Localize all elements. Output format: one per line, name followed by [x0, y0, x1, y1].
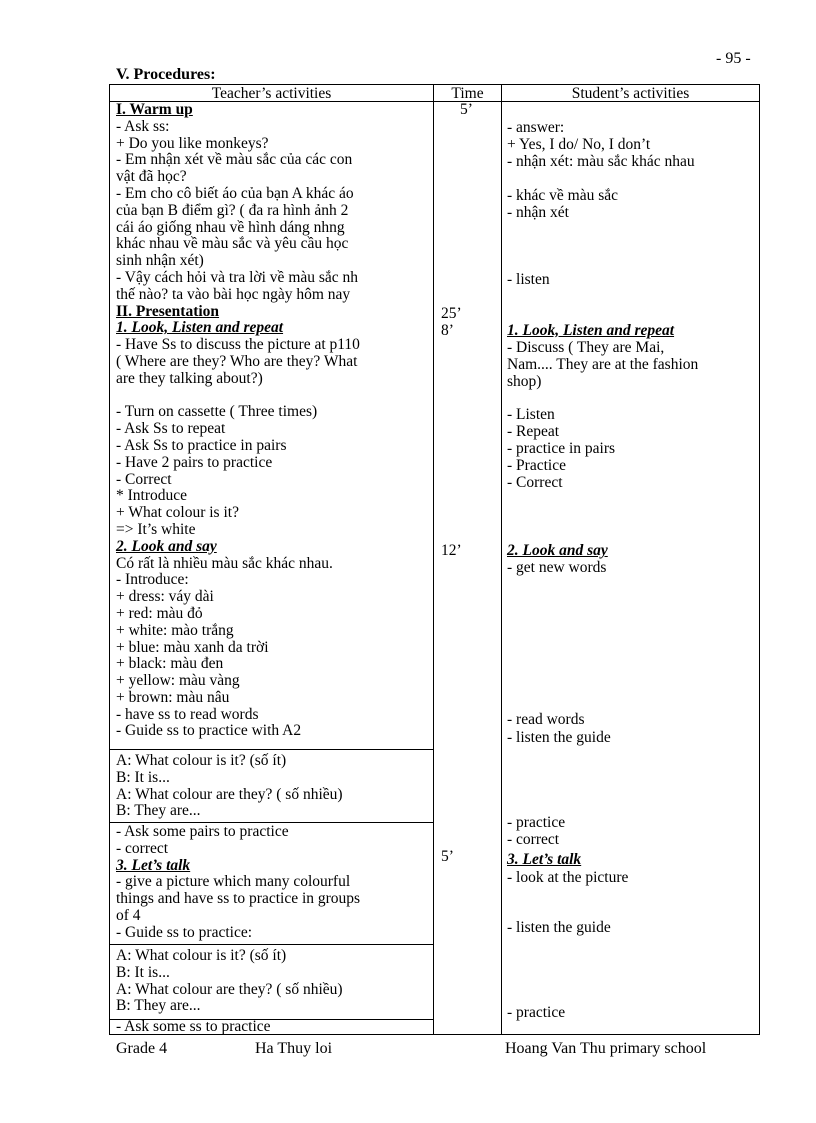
teacher-line: + red: màu đỏ — [116, 604, 203, 622]
teacher-line: + brown: màu nâu — [116, 688, 230, 706]
time-look-listen: 8’ — [441, 322, 454, 339]
teacher-line: - Correct — [116, 470, 172, 488]
student-line: - nhận xét: màu sắc khác nhau — [507, 153, 695, 170]
teacher-line: - Vậy cách hỏi và tra lời về màu sắc nh — [116, 268, 359, 286]
student-line: - practice — [507, 814, 566, 831]
teacher-line: vật đã học? — [116, 168, 187, 186]
student-line: - correct — [507, 831, 560, 848]
teacher-line: of 4 — [116, 906, 141, 924]
teacher-line: - correct — [116, 839, 169, 857]
student-line: - listen the guide — [507, 729, 611, 746]
presentation-heading: II. Presentation — [116, 302, 220, 320]
time-look-say: 12’ — [441, 542, 462, 559]
time-presentation: 25’ — [441, 305, 462, 322]
teacher-line: ( Where are they? Who are they? What — [116, 352, 358, 370]
time-warm-up: 5’ — [460, 101, 473, 118]
student-look-listen-heading: 1. Look, Listen and repeat — [507, 322, 675, 339]
teacher-activities-block-2 — [116, 824, 360, 942]
section-title: V. Procedures: — [116, 66, 216, 83]
teacher-line: cái áo giống nhau về hình dáng nhng — [116, 218, 345, 236]
student-line: - khác về màu sắc — [507, 187, 619, 204]
teacher-line: are they talking about?) — [116, 369, 263, 387]
dialog-box-2 — [116, 948, 343, 1015]
student-line: - Practice — [507, 457, 566, 474]
dialog-line: A: What colour is it? (số ít) — [116, 947, 287, 964]
teacher-line: - Turn on cassette ( Three times) — [116, 403, 318, 421]
teacher-line: - Have Ss to discuss the picture at p110 — [116, 336, 360, 354]
spacer — [116, 388, 360, 405]
teacher-last-line: - Ask some ss to practice — [116, 1018, 271, 1035]
teacher-line: + dress: váy dài — [116, 588, 214, 606]
teacher-line: + yellow: màu vàng — [116, 672, 240, 690]
time-header: Time — [451, 85, 484, 102]
teacher-line: - Guide ss to practice: — [116, 923, 253, 941]
teacher-line: - Introduce: — [116, 571, 189, 589]
student-line: - Correct — [507, 474, 563, 491]
teacher-line: - Guide ss to practice with A2 — [116, 722, 302, 740]
student-line: - nhận xét — [507, 204, 569, 221]
teacher-line: * Introduce — [116, 487, 188, 505]
teacher-line: things and have ss to practice in groups — [116, 890, 361, 908]
teacher-line: - Ask some pairs to practice — [116, 823, 289, 840]
dialog-line: A: What colour is it? (số ít) — [116, 752, 287, 769]
warm-up-heading: I. Warm up — [116, 101, 193, 118]
teacher-line: - Have 2 pairs to practice — [116, 453, 273, 471]
teacher-line: + white: mào trắng — [116, 621, 234, 639]
student-lets-talk-heading: 3. Let’s talk — [507, 851, 582, 868]
teacher-line: khác nhau về màu sắc và yêu cầu học — [116, 235, 349, 253]
teacher-line: => It’s white — [116, 520, 196, 538]
student-line: - Discuss ( They are Mai, — [507, 339, 665, 356]
teacher-line: - Em cho cô biết áo của bạn A khác áo — [116, 184, 354, 202]
dialog-box-1 — [116, 753, 343, 820]
teacher-line: Có rất là nhiều màu sắc khác nhau. — [116, 554, 333, 572]
student-line: - read words — [507, 711, 585, 728]
dialog-line: A: What colour are they? ( số nhiều) — [116, 785, 343, 803]
page-number: - 95 - — [716, 50, 751, 67]
student-line: + Yes, I do/ No, I don’t — [507, 136, 651, 153]
dialog-line: B: They are... — [116, 997, 201, 1015]
teacher-line: - Em nhận xét về màu sắc của các con — [116, 151, 353, 169]
teacher-line: + What colour is it? — [116, 504, 239, 522]
look-listen-repeat-heading: 1. Look, Listen and repeat — [116, 319, 284, 337]
student-line: - Repeat — [507, 423, 560, 440]
student-line: - answer: — [507, 119, 565, 136]
student-line: - practice in pairs — [507, 440, 616, 457]
student-line: - listen the guide — [507, 919, 611, 936]
footer-grade: Grade 4 — [116, 1040, 168, 1057]
student-activities-header: Student’s activities — [571, 85, 690, 102]
time-lets-talk: 5’ — [441, 848, 454, 865]
teacher-line: của bạn B điểm gì? ( đa ra hình ảnh 2 — [116, 201, 349, 219]
teacher-line: - Ask Ss to repeat — [116, 420, 226, 438]
teacher-line: + Do you like monkeys? — [116, 134, 269, 152]
teacher-line: - give a picture which many colourful — [116, 873, 351, 891]
footer-author: Ha Thuy loi — [255, 1040, 333, 1057]
student-line: - get new words — [507, 559, 607, 576]
dialog-line: B: They are... — [116, 802, 201, 820]
dialog-line: B: It is... — [116, 963, 170, 981]
lets-talk-heading: 3. Let’s talk — [116, 856, 191, 874]
look-and-say-heading: 2. Look and say — [116, 537, 217, 555]
teacher-line: sinh nhận xét) — [116, 252, 204, 270]
teacher-line: + black: màu đen — [116, 655, 224, 673]
student-line: shop) — [507, 373, 542, 390]
student-line: - listen — [507, 271, 550, 288]
footer-school: Hoang Van Thu primary school — [505, 1040, 707, 1057]
teacher-line: + blue: màu xanh da trời — [116, 638, 269, 656]
student-look-say-heading: 2. Look and say — [507, 542, 608, 559]
teacher-line: - Ask ss: — [116, 117, 170, 135]
teacher-line: thế nào? ta vào bài học ngày hôm nay — [116, 285, 351, 303]
student-line: - practice — [507, 1004, 566, 1021]
dialog-line: B: It is... — [116, 768, 170, 786]
student-line: - look at the picture — [507, 869, 629, 886]
student-line: - Listen — [507, 406, 555, 423]
teacher-line: - Ask Ss to practice in pairs — [116, 436, 287, 454]
teacher-activities-header: Teacher’s activities — [211, 85, 332, 102]
dialog-line: A: What colour are they? ( số nhiều) — [116, 980, 343, 998]
student-line: Nam.... They are at the fashion — [507, 356, 699, 373]
teacher-line: - have ss to read words — [116, 705, 259, 723]
teacher-activities-block-1 — [116, 102, 360, 740]
